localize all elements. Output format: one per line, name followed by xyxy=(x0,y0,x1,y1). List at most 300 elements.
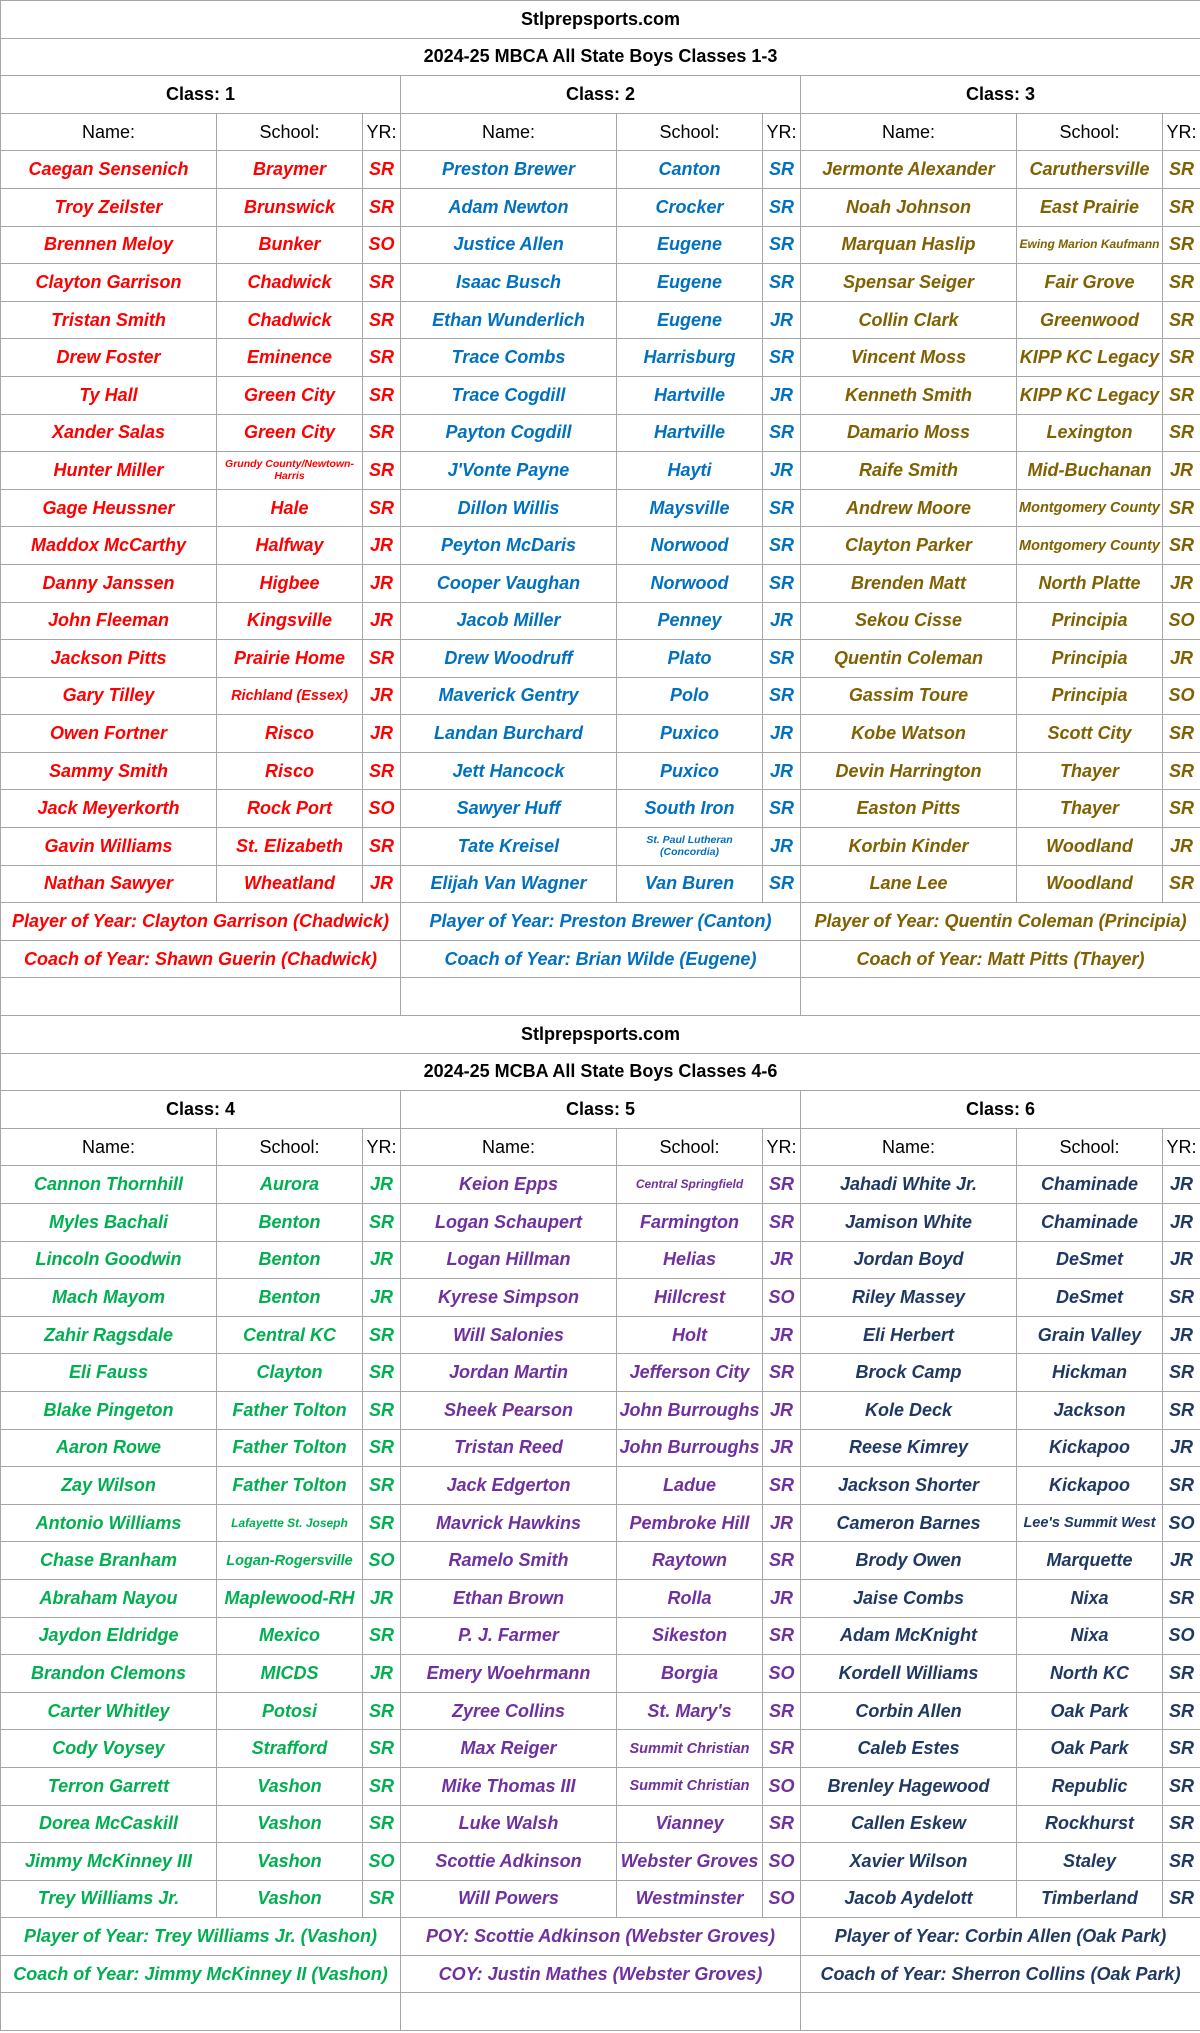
player-school: Benton xyxy=(217,1279,363,1317)
player-year: JR xyxy=(363,527,401,565)
player-school: Woodland xyxy=(1017,865,1163,903)
player-school: Maplewood-RH xyxy=(217,1579,363,1617)
player-name: Caleb Estes xyxy=(801,1730,1017,1768)
player-school: Logan-Rogersville xyxy=(217,1542,363,1580)
player-row xyxy=(1,1617,1200,1655)
player-year: SR xyxy=(363,1316,401,1354)
player-row xyxy=(1,828,1200,866)
player-year: SR xyxy=(363,188,401,226)
player-school: St. Elizabeth xyxy=(217,828,363,866)
player-name: Devin Harrington xyxy=(801,752,1017,790)
player-row xyxy=(1,640,1200,678)
player-year: SO xyxy=(763,1655,801,1693)
player-year: JR xyxy=(763,602,801,640)
player-year: SR xyxy=(363,1504,401,1542)
player-school: John Burroughs xyxy=(617,1391,763,1429)
player-name: John Fleeman xyxy=(1,602,217,640)
player-row xyxy=(1,1542,1200,1580)
player-name: Brennen Meloy xyxy=(1,226,217,264)
player-name: Terron Garrett xyxy=(1,1767,217,1805)
player-year: SR xyxy=(763,1542,801,1580)
player-name: Callen Eskew xyxy=(801,1805,1017,1843)
player-school: Canton xyxy=(617,151,763,189)
player-year: SR xyxy=(1163,790,1200,828)
player-year: SR xyxy=(1163,301,1200,339)
school-column-header: School: xyxy=(1017,1128,1163,1166)
player-row xyxy=(1,677,1200,715)
title-row xyxy=(1,1053,1200,1091)
player-year: SR xyxy=(1163,489,1200,527)
player-year: SR xyxy=(363,151,401,189)
player-name: Brenley Hagewood xyxy=(801,1767,1017,1805)
player-row xyxy=(1,790,1200,828)
player-school: Principia xyxy=(1017,640,1163,678)
player-school: Caruthersville xyxy=(1017,151,1163,189)
player-year: SR xyxy=(763,1166,801,1204)
player-school: Republic xyxy=(1017,1767,1163,1805)
player-school: Eugene xyxy=(617,264,763,302)
player-year: JR xyxy=(763,1504,801,1542)
empty-cell xyxy=(801,978,1200,1016)
player-school: Hale xyxy=(217,489,363,527)
player-year: JR xyxy=(1163,1241,1200,1279)
player-school: Hickman xyxy=(1017,1354,1163,1392)
player-school: Principia xyxy=(1017,602,1163,640)
player-school: Eminence xyxy=(217,339,363,377)
name-column-header: Name: xyxy=(1,1128,217,1166)
player-school: Nixa xyxy=(1017,1579,1163,1617)
player-row xyxy=(1,1279,1200,1317)
player-name: Sheek Pearson xyxy=(401,1391,617,1429)
coach-of-year: Coach of Year: Matt Pitts (Thayer) xyxy=(801,940,1200,978)
player-name: Will Powers xyxy=(401,1880,617,1918)
player-year: JR xyxy=(763,1391,801,1429)
player-name: Jordan Martin xyxy=(401,1354,617,1392)
player-of-year: Player of Year: Clayton Garrison (Chadwick) xyxy=(1,903,401,941)
player-name: Peyton McDaris xyxy=(401,527,617,565)
player-school: Vashon xyxy=(217,1805,363,1843)
player-row xyxy=(1,452,1200,490)
player-year: SR xyxy=(763,527,801,565)
player-name: Jimmy McKinney III xyxy=(1,1843,217,1881)
player-row xyxy=(1,1767,1200,1805)
player-year: JR xyxy=(1163,1542,1200,1580)
player-year: SR xyxy=(363,1805,401,1843)
player-year: SR xyxy=(1163,1354,1200,1392)
player-school: Chadwick xyxy=(217,264,363,302)
player-name: Drew Woodruff xyxy=(401,640,617,678)
player-school: Strafford xyxy=(217,1730,363,1768)
player-year: SR xyxy=(1163,527,1200,565)
player-school: Thayer xyxy=(1017,790,1163,828)
player-year: SR xyxy=(363,452,401,490)
player-name: Adam Newton xyxy=(401,188,617,226)
player-row xyxy=(1,1354,1200,1392)
player-year: SO xyxy=(763,1843,801,1881)
player-school: MICDS xyxy=(217,1655,363,1693)
player-school: KIPP KC Legacy xyxy=(1017,339,1163,377)
player-school: Chaminade xyxy=(1017,1166,1163,1204)
player-year: SR xyxy=(363,264,401,302)
player-school: Chadwick xyxy=(217,301,363,339)
player-school: Clayton xyxy=(217,1354,363,1392)
player-year: SO xyxy=(763,1767,801,1805)
player-name: Kordell Williams xyxy=(801,1655,1017,1693)
player-year: JR xyxy=(763,715,801,753)
player-name: Zahir Ragsdale xyxy=(1,1316,217,1354)
player-year: JR xyxy=(363,677,401,715)
player-name: Dillon Willis xyxy=(401,489,617,527)
player-name: Lane Lee xyxy=(801,865,1017,903)
player-school: Jefferson City xyxy=(617,1354,763,1392)
player-name: Jaydon Eldridge xyxy=(1,1617,217,1655)
player-school: Rock Port xyxy=(217,790,363,828)
name-column-header: Name: xyxy=(401,113,617,151)
player-school: Oak Park xyxy=(1017,1730,1163,1768)
player-school: Central KC xyxy=(217,1316,363,1354)
player-name: Blake Pingeton xyxy=(1,1391,217,1429)
player-row xyxy=(1,564,1200,602)
player-of-year: Player of Year: Quentin Coleman (Principia) xyxy=(801,903,1200,941)
player-year: SR xyxy=(363,1429,401,1467)
player-name: Aaron Rowe xyxy=(1,1429,217,1467)
player-row xyxy=(1,301,1200,339)
player-name: Trace Cogdill xyxy=(401,376,617,414)
player-school: St. Mary's xyxy=(617,1692,763,1730)
player-year: SR xyxy=(1163,1579,1200,1617)
player-year: SR xyxy=(363,1617,401,1655)
player-school: Mid-Buchanan xyxy=(1017,452,1163,490)
empty-cell xyxy=(401,1993,801,2031)
player-school: Montgomery County xyxy=(1017,489,1163,527)
coach-of-year: COY: Justin Mathes (Webster Groves) xyxy=(401,1955,801,1993)
player-name: Xander Salas xyxy=(1,414,217,452)
player-name: Lincoln Goodwin xyxy=(1,1241,217,1279)
player-school: Jackson xyxy=(1017,1391,1163,1429)
player-year: SR xyxy=(763,414,801,452)
player-row xyxy=(1,1579,1200,1617)
player-year: SR xyxy=(363,828,401,866)
player-school: Scott City xyxy=(1017,715,1163,753)
player-school: Thayer xyxy=(1017,752,1163,790)
player-school: DeSmet xyxy=(1017,1241,1163,1279)
player-year: SR xyxy=(1163,1730,1200,1768)
player-school: Grundy County/Newtown-Harris xyxy=(217,452,363,490)
player-school: Montgomery County xyxy=(1017,527,1163,565)
player-of-year-row xyxy=(1,1918,1200,1956)
player-name: Sawyer Huff xyxy=(401,790,617,828)
coach-of-year-row xyxy=(1,940,1200,978)
section-title: 2024-25 MBCA All State Boys Classes 1-3 xyxy=(1,38,1200,76)
player-name: P. J. Farmer xyxy=(401,1617,617,1655)
empty-cell xyxy=(1,978,401,1016)
player-name: Brody Owen xyxy=(801,1542,1017,1580)
player-name: Kenneth Smith xyxy=(801,376,1017,414)
player-name: Spensar Seiger xyxy=(801,264,1017,302)
player-school: Lafayette St. Joseph xyxy=(217,1504,363,1542)
player-name: Collin Clark xyxy=(801,301,1017,339)
player-year: SR xyxy=(763,1354,801,1392)
player-name: Damario Moss xyxy=(801,414,1017,452)
player-name: Zyree Collins xyxy=(401,1692,617,1730)
name-column-header: Name: xyxy=(401,1128,617,1166)
player-school: Vashon xyxy=(217,1767,363,1805)
player-year: SR xyxy=(763,264,801,302)
player-year: JR xyxy=(1163,1166,1200,1204)
player-school: Pembroke Hill xyxy=(617,1504,763,1542)
player-school: KIPP KC Legacy xyxy=(1017,376,1163,414)
player-year: SR xyxy=(1163,1655,1200,1693)
player-name: Gage Heussner xyxy=(1,489,217,527)
player-name: Jordan Boyd xyxy=(801,1241,1017,1279)
player-row xyxy=(1,1241,1200,1279)
player-school: Hartville xyxy=(617,376,763,414)
player-year: SR xyxy=(1163,1391,1200,1429)
player-year: SO xyxy=(1163,602,1200,640)
player-name: Caegan Sensenich xyxy=(1,151,217,189)
player-school: Summit Christian xyxy=(617,1730,763,1768)
player-school: Hartville xyxy=(617,414,763,452)
coach-of-year: Coach of Year: Sherron Collins (Oak Park) xyxy=(801,1955,1200,1993)
player-name: Kole Deck xyxy=(801,1391,1017,1429)
player-year: SR xyxy=(1163,376,1200,414)
player-of-year: Player of Year: Preston Brewer (Canton) xyxy=(401,903,801,941)
player-school: Borgia xyxy=(617,1655,763,1693)
spacer-row xyxy=(1,978,1200,1016)
player-year: SR xyxy=(763,640,801,678)
year-column-header: YR: xyxy=(763,1128,801,1166)
player-year: SR xyxy=(1163,1767,1200,1805)
player-year: SO xyxy=(1163,1617,1200,1655)
player-school: Norwood xyxy=(617,527,763,565)
player-year: JR xyxy=(1163,452,1200,490)
player-year: SR xyxy=(763,188,801,226)
player-name: Ethan Wunderlich xyxy=(401,301,617,339)
player-name: Will Salonies xyxy=(401,1316,617,1354)
player-name: Danny Janssen xyxy=(1,564,217,602)
player-row xyxy=(1,1880,1200,1918)
player-year: SR xyxy=(1163,1279,1200,1317)
player-year: SO xyxy=(1163,1504,1200,1542)
site-name: Stlprepsports.com xyxy=(1,1,1200,39)
player-year: SR xyxy=(363,1354,401,1392)
player-school: Kingsville xyxy=(217,602,363,640)
player-school: Father Tolton xyxy=(217,1467,363,1505)
player-name: Carter Whitley xyxy=(1,1692,217,1730)
player-year: SO xyxy=(763,1880,801,1918)
class-label: Class: 6 xyxy=(801,1091,1200,1129)
player-name: Jermonte Alexander xyxy=(801,151,1017,189)
player-name: Adam McKnight xyxy=(801,1617,1017,1655)
player-year: SR xyxy=(363,1204,401,1242)
player-row xyxy=(1,151,1200,189)
player-school: North Platte xyxy=(1017,564,1163,602)
player-row xyxy=(1,1843,1200,1881)
player-school: Vashon xyxy=(217,1843,363,1881)
player-school: Grain Valley xyxy=(1017,1316,1163,1354)
player-name: Riley Massey xyxy=(801,1279,1017,1317)
column-header-row xyxy=(1,113,1200,151)
player-name: Jack Edgerton xyxy=(401,1467,617,1505)
player-year: SR xyxy=(763,1805,801,1843)
player-school: Farmington xyxy=(617,1204,763,1242)
player-name: Logan Hillman xyxy=(401,1241,617,1279)
player-name: Jack Meyerkorth xyxy=(1,790,217,828)
player-name: Sammy Smith xyxy=(1,752,217,790)
player-name: Brandon Clemons xyxy=(1,1655,217,1693)
player-school: Vianney xyxy=(617,1805,763,1843)
player-of-year-row xyxy=(1,903,1200,941)
coach-of-year: Coach of Year: Brian Wilde (Eugene) xyxy=(401,940,801,978)
player-school: Polo xyxy=(617,677,763,715)
player-name: Jacob Miller xyxy=(401,602,617,640)
player-name: Mike Thomas III xyxy=(401,1767,617,1805)
player-name: Luke Walsh xyxy=(401,1805,617,1843)
player-year: SR xyxy=(363,1467,401,1505)
player-school: Richland (Essex) xyxy=(217,677,363,715)
player-school: Chaminade xyxy=(1017,1204,1163,1242)
player-year: JR xyxy=(363,1579,401,1617)
player-name: Preston Brewer xyxy=(401,151,617,189)
player-school: Webster Groves xyxy=(617,1843,763,1881)
player-name: Drew Foster xyxy=(1,339,217,377)
player-name: Jacob Aydelott xyxy=(801,1880,1017,1918)
player-of-year: Player of Year: Corbin Allen (Oak Park) xyxy=(801,1918,1200,1956)
player-name: Gary Tilley xyxy=(1,677,217,715)
player-of-year: Player of Year: Trey Williams Jr. (Vashon) xyxy=(1,1918,401,1956)
player-school: Van Buren xyxy=(617,865,763,903)
player-name: Justice Allen xyxy=(401,226,617,264)
player-name: Raife Smith xyxy=(801,452,1017,490)
player-school: DeSmet xyxy=(1017,1279,1163,1317)
class-label: Class: 1 xyxy=(1,76,401,114)
coach-of-year: Coach of Year: Jimmy McKinney II (Vashon) xyxy=(1,1955,401,1993)
player-year: SR xyxy=(1163,339,1200,377)
player-year: JR xyxy=(363,1279,401,1317)
player-name: Keion Epps xyxy=(401,1166,617,1204)
coach-of-year: Coach of Year: Shawn Guerin (Chadwick) xyxy=(1,940,401,978)
player-year: JR xyxy=(1163,640,1200,678)
player-row xyxy=(1,1316,1200,1354)
player-name: Ramelo Smith xyxy=(401,1542,617,1580)
player-name: Corbin Allen xyxy=(801,1692,1017,1730)
player-name: Max Reiger xyxy=(401,1730,617,1768)
empty-cell xyxy=(801,1993,1200,2031)
player-year: JR xyxy=(1163,828,1200,866)
player-school: Higbee xyxy=(217,564,363,602)
player-name: Hunter Miller xyxy=(1,452,217,490)
player-school: Benton xyxy=(217,1204,363,1242)
player-year: SR xyxy=(363,1391,401,1429)
player-year: SR xyxy=(363,752,401,790)
player-name: Tristan Reed xyxy=(401,1429,617,1467)
player-row xyxy=(1,1166,1200,1204)
player-school: Bunker xyxy=(217,226,363,264)
coach-of-year-row xyxy=(1,1955,1200,1993)
player-school: Harrisburg xyxy=(617,339,763,377)
player-year: SO xyxy=(363,226,401,264)
class-label: Class: 2 xyxy=(401,76,801,114)
player-school: Risco xyxy=(217,715,363,753)
class-label: Class: 5 xyxy=(401,1091,801,1129)
player-name: Eli Fauss xyxy=(1,1354,217,1392)
player-year: JR xyxy=(363,1241,401,1279)
player-school: Vashon xyxy=(217,1880,363,1918)
player-year: JR xyxy=(763,1429,801,1467)
player-row xyxy=(1,1730,1200,1768)
name-column-header: Name: xyxy=(801,113,1017,151)
player-year: JR xyxy=(1163,1429,1200,1467)
player-year: SR xyxy=(363,339,401,377)
player-year: JR xyxy=(363,602,401,640)
player-of-year: POY: Scottie Adkinson (Webster Groves) xyxy=(401,1918,801,1956)
player-year: JR xyxy=(763,301,801,339)
player-school: Greenwood xyxy=(1017,301,1163,339)
player-year: JR xyxy=(763,1316,801,1354)
player-school: North KC xyxy=(1017,1655,1163,1693)
column-header-row xyxy=(1,1128,1200,1166)
player-year: JR xyxy=(1163,564,1200,602)
player-name: Jahadi White Jr. xyxy=(801,1166,1017,1204)
player-row xyxy=(1,1692,1200,1730)
year-column-header: YR: xyxy=(363,113,401,151)
player-year: SR xyxy=(763,339,801,377)
player-name: Brock Camp xyxy=(801,1354,1017,1392)
player-school: Eugene xyxy=(617,226,763,264)
player-row xyxy=(1,1805,1200,1843)
player-school: Maysville xyxy=(617,489,763,527)
player-year: SR xyxy=(1163,414,1200,452)
player-name: Scottie Adkinson xyxy=(401,1843,617,1881)
class-header-row xyxy=(1,76,1200,114)
player-school: Holt xyxy=(617,1316,763,1354)
player-year: SR xyxy=(363,376,401,414)
player-row xyxy=(1,264,1200,302)
player-name: Elijah Van Wagner xyxy=(401,865,617,903)
player-row xyxy=(1,376,1200,414)
player-year: SR xyxy=(363,301,401,339)
player-row xyxy=(1,865,1200,903)
player-name: Sekou Cisse xyxy=(801,602,1017,640)
player-school: John Burroughs xyxy=(617,1429,763,1467)
school-column-header: School: xyxy=(217,1128,363,1166)
player-name: Mach Mayom xyxy=(1,1279,217,1317)
player-year: JR xyxy=(363,865,401,903)
player-year: JR xyxy=(763,828,801,866)
player-year: SR xyxy=(763,1617,801,1655)
player-school: Lexington xyxy=(1017,414,1163,452)
player-name: Mavrick Hawkins xyxy=(401,1504,617,1542)
player-school: Rockhurst xyxy=(1017,1805,1163,1843)
player-name: Noah Johnson xyxy=(801,188,1017,226)
player-school: Plato xyxy=(617,640,763,678)
school-column-header: School: xyxy=(617,113,763,151)
player-row xyxy=(1,414,1200,452)
player-year: JR xyxy=(363,1166,401,1204)
player-year: SR xyxy=(763,1467,801,1505)
player-year: SR xyxy=(1163,188,1200,226)
player-name: Emery Woehrmann xyxy=(401,1655,617,1693)
section-title: 2024-25 MCBA All State Boys Classes 4-6 xyxy=(1,1053,1200,1091)
player-row xyxy=(1,1655,1200,1693)
player-school: Sikeston xyxy=(617,1617,763,1655)
player-name: Gassim Toure xyxy=(801,677,1017,715)
player-school: East Prairie xyxy=(1017,188,1163,226)
spacer-row xyxy=(1,1993,1200,2031)
player-name: Tate Kreisel xyxy=(401,828,617,866)
player-name: Xavier Wilson xyxy=(801,1843,1017,1881)
player-school: Ewing Marion Kaufmann xyxy=(1017,226,1163,264)
